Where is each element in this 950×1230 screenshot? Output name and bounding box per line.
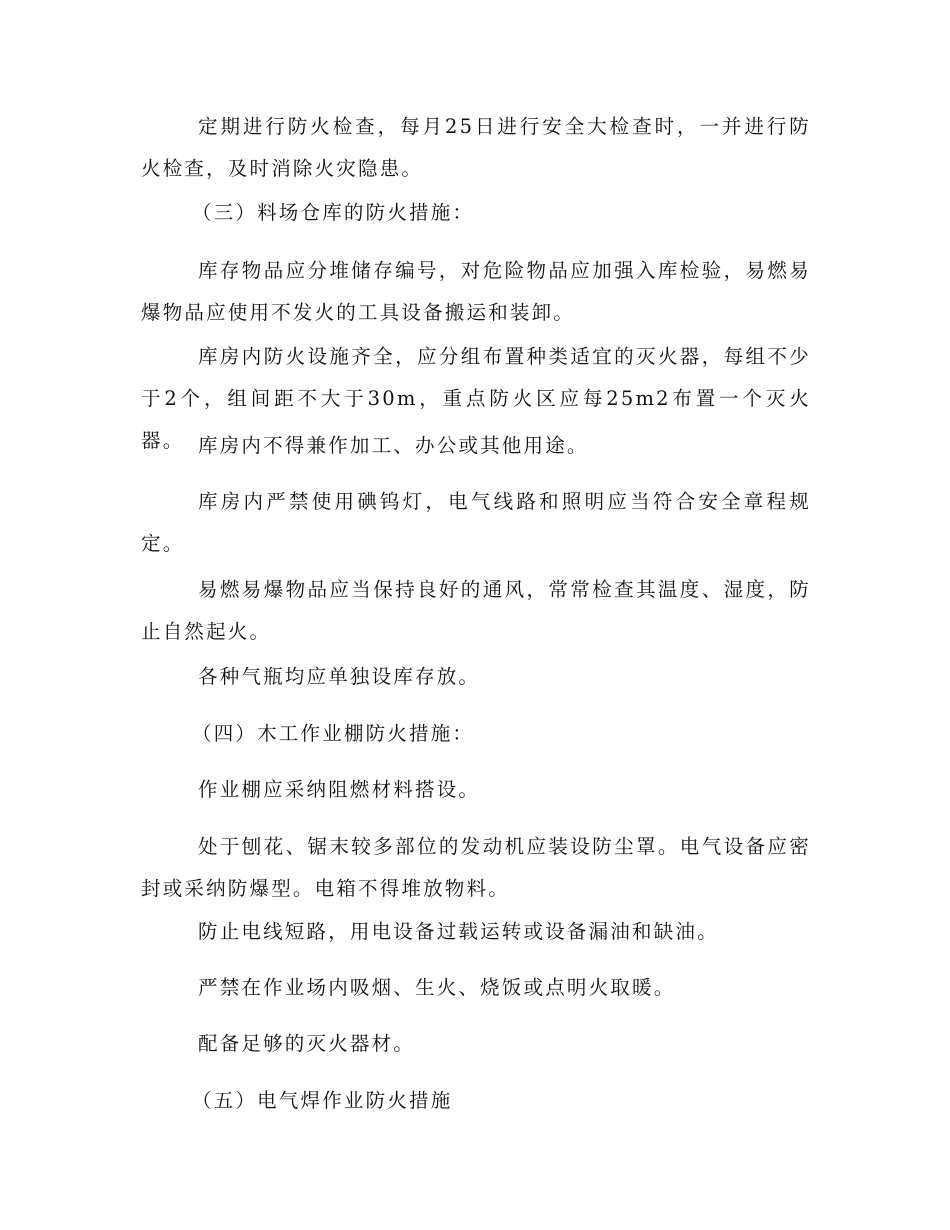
paragraph-gas-cylinders: 各种气瓶均应单独设库存放。 <box>198 665 481 688</box>
paragraph-flame-retardant: 作业棚应采纳阻燃材料搭设。 <box>198 778 481 801</box>
paragraph-short-circuit: 防止电线短路，用电设备过载运转或设备漏油和缺油。 <box>198 920 719 943</box>
paragraph-ventilation: 易燃易爆物品应当保持良好的通风，常常检查其温度、湿度，防止自然起火。 <box>141 578 811 643</box>
paragraph-dust-covers: 处于刨花、锯末较多部位的发动机应装设防尘罩。电气设备应密封或采纳防爆型。电箱不得堆放物料。 <box>141 835 811 900</box>
paragraph-no-smoking: 严禁在作业场内吸烟、生火、烧饭或点明火取暖。 <box>198 976 676 999</box>
paragraph-storage-numbering: 库存物品应分堆储存编号，对危险物品应加强入库检验，易燃易爆物品应使用不发火的工具设备搬运和装卸。 <box>141 259 811 324</box>
paragraph-extinguisher-placement: 库房内防火设施齐全，应分组布置种类适宜的灭火器，每组不少于2个，组间距不大于30m，重点防火区应每25m2布置一个灭火器。 <box>141 345 811 452</box>
paragraph-no-other-use: 库房内不得兼作加工、办公或其他用途。 <box>198 434 589 457</box>
paragraph-extinguishing-equipment: 配备足够的灭火器材。 <box>198 1032 416 1055</box>
heading-woodwork-shed-fire-measures: （四）木工作业棚防火措施： <box>192 722 475 745</box>
paragraph-lighting-rules: 库房内严禁使用碘钨灯，电气线路和照明应当符合安全章程规定。 <box>141 490 811 555</box>
heading-welding-fire-measures: （五）电气焊作业防火措施 <box>192 1089 453 1112</box>
paragraph-fire-inspection: 定期进行防火检查，每月25日进行安全大检查时，一并进行防火检查，及时消除火灾隐患。 <box>141 115 811 180</box>
heading-warehouse-fire-measures: （三）料场仓库的防火措施： <box>192 201 475 224</box>
